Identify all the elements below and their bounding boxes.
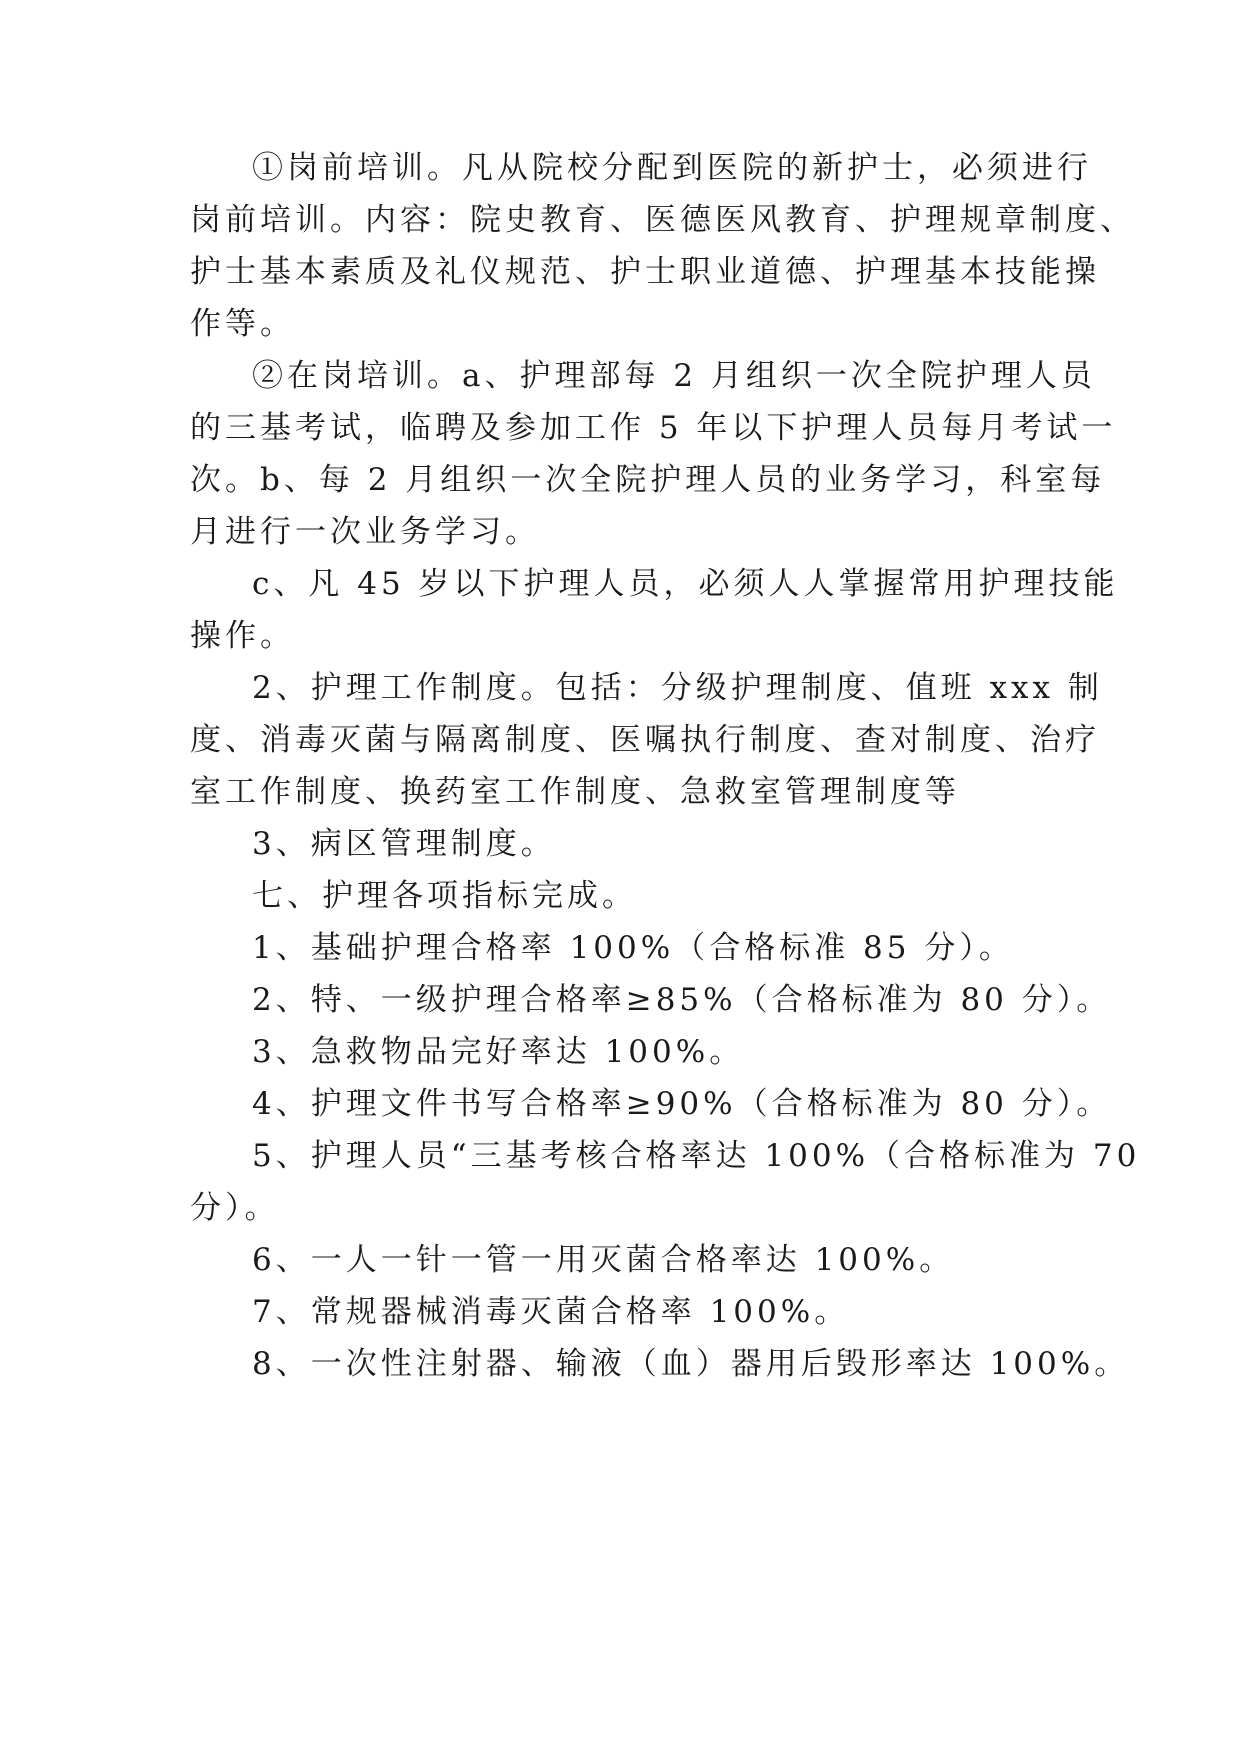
text-line: 4、护理文件书写合格率≥90%（合格标准为 80 分）。 <box>252 1086 1112 1122</box>
text-line: 1、基础护理合格率 100%（合格标准 85 分）。 <box>252 930 1014 966</box>
text-line: 2、护理工作制度。包括：分级护理制度、值班 xxx 制 <box>252 670 1103 706</box>
text-line: 操作。 <box>190 618 295 654</box>
text-line: 8、一次性注射器、输液（血）器用后毁形率达 100%。 <box>252 1346 1130 1382</box>
text-line: ②在岗培训。a、护理部每 2 月组织一次全院护理人员 <box>252 358 1096 394</box>
text-line: 室工作制度、换药室工作制度、急救室管理制度等 <box>190 774 960 810</box>
text-line: 岗前培训。内容：院史教育、医德医风教育、护理规章制度、 <box>190 202 1135 238</box>
text-line: 5、护理人员“三基考核合格率达 100%（合格标准为 70 <box>252 1138 1141 1174</box>
text-line: 次。b、每 2 月组织一次全院护理人员的业务学习，科室每 <box>190 462 1106 498</box>
text-line: 2、特、一级护理合格率≥85%（合格标准为 80 分）。 <box>252 982 1112 1018</box>
text-line: 护士基本素质及礼仪规范、护士职业道德、护理基本技能操 <box>190 254 1100 290</box>
text-line: 月进行一次业务学习。 <box>190 514 540 550</box>
text-line: 3、急救物品完好率达 100%。 <box>252 1034 745 1070</box>
text-line: 分）。 <box>190 1190 280 1226</box>
text-line: c、凡 45 岁以下护理人员，必须人人掌握常用护理技能 <box>252 566 1119 602</box>
text-line: 作等。 <box>190 306 295 342</box>
text-line: 3、病区管理制度。 <box>252 826 556 862</box>
text-line: 7、常规器械消毒灭菌合格率 100%。 <box>252 1294 850 1330</box>
text-line: ①岗前培训。凡从院校分配到医院的新护士，必须进行 <box>252 150 1092 186</box>
text-line: 6、一人一针一管一用灭菌合格率达 100%。 <box>252 1242 955 1278</box>
text-line: 七、护理各项指标完成。 <box>252 878 637 914</box>
text-line: 的三基考试，临聘及参加工作 5 年以下护理人员每月考试一 <box>190 410 1117 446</box>
text-line: 度、消毒灭菌与隔离制度、医嘱执行制度、查对制度、治疗 <box>190 722 1100 758</box>
